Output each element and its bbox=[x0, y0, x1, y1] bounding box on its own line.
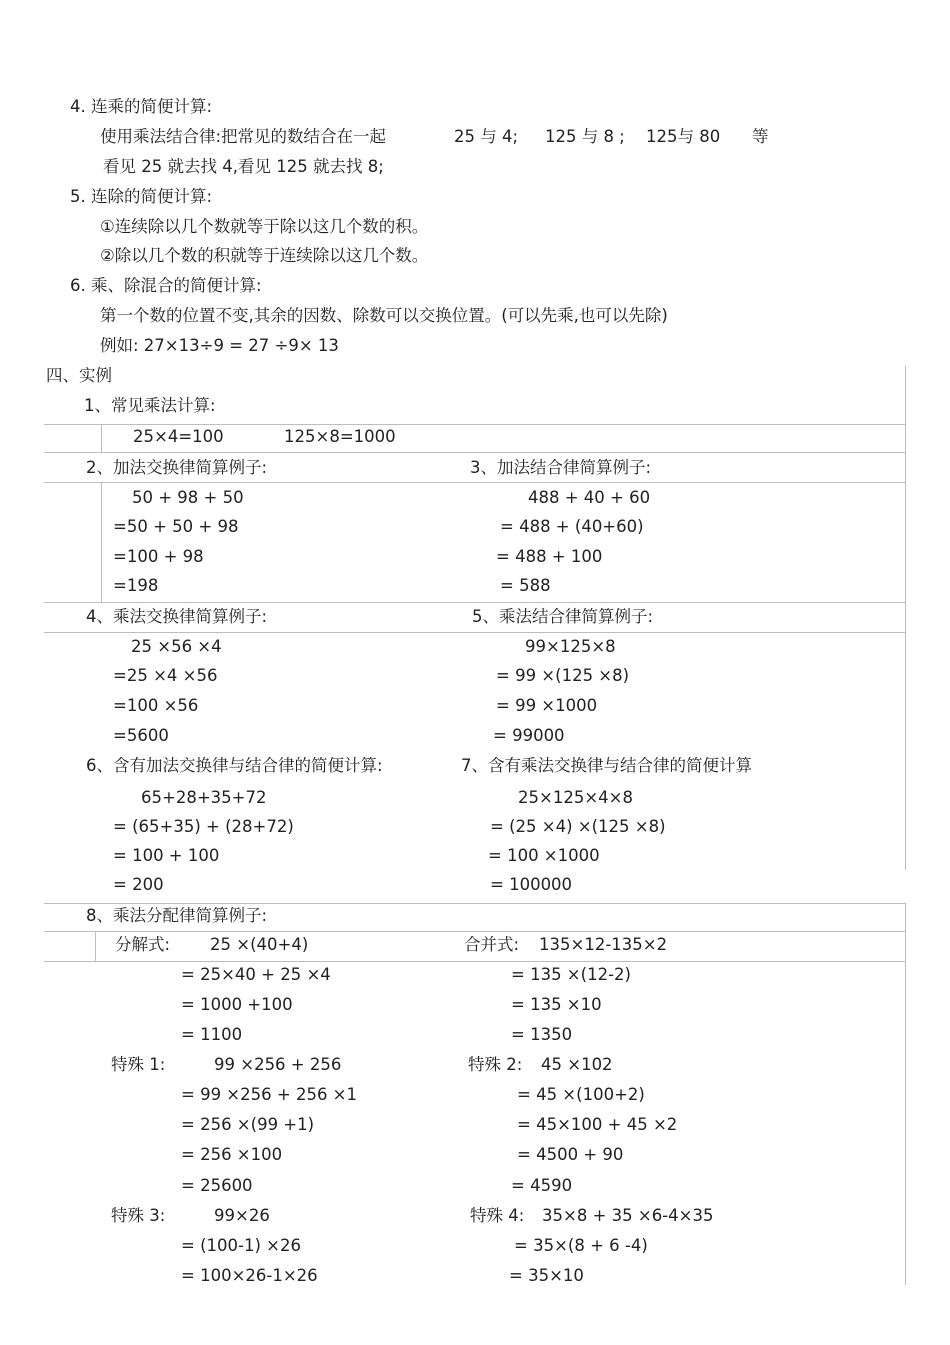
example-4-step: =100 ×56 bbox=[113, 696, 199, 715]
section-4-pair: 125与 80 bbox=[646, 127, 721, 146]
example-2-step: 50 + 98 + 50 bbox=[132, 488, 244, 507]
special-1-label: 特殊 1: bbox=[111, 1055, 166, 1074]
fenjie-expression: 25 ×(40+4) bbox=[210, 935, 309, 954]
hebing-step: = 1350 bbox=[511, 1025, 573, 1044]
fenjie-step: = 1000 +100 bbox=[181, 995, 293, 1014]
special-1-step: = 99 ×256 + 256 ×1 bbox=[181, 1085, 358, 1104]
special-2-expression: 45 ×102 bbox=[541, 1055, 613, 1074]
example-5-step: = 99 ×1000 bbox=[496, 696, 598, 715]
example-4-step: =25 ×4 ×56 bbox=[113, 666, 218, 685]
example-3-step: 488 + 40 + 60 bbox=[528, 488, 651, 507]
example-3-step: = 588 bbox=[500, 576, 551, 595]
special-2-step: = 45 ×(100+2) bbox=[517, 1085, 645, 1104]
rule-line bbox=[905, 366, 906, 870]
section-6-rule: 第一个数的位置不变,其余的因数、除数可以交换位置。(可以先乘,也可以先除) bbox=[100, 306, 668, 325]
fenjie-step: = 1100 bbox=[181, 1025, 243, 1044]
special-4-label: 特殊 4: bbox=[470, 1206, 525, 1225]
section-5-rule: ②除以几个数的积就等于连续除以这几个数。 bbox=[100, 246, 429, 265]
example-1-calc: 25×4=100 bbox=[133, 427, 224, 446]
special-3-expression: 99×26 bbox=[214, 1206, 270, 1225]
example-7-step: = 100000 bbox=[490, 875, 573, 894]
rule-line bbox=[44, 903, 905, 904]
special-4-step: = 35×(8 + 6 -4) bbox=[514, 1236, 648, 1255]
example-2-step: =198 bbox=[113, 576, 159, 595]
section-4-tip: 看见 25 就去找 4,看见 125 就去找 8; bbox=[103, 157, 384, 176]
example-8-title: 8、乘法分配律简算例子: bbox=[86, 906, 268, 925]
rule-line bbox=[44, 961, 905, 962]
example-1-title: 1、常见乘法计算: bbox=[84, 396, 216, 415]
example-3-title: 3、加法结合律简算例子: bbox=[470, 458, 652, 477]
special-1-step: = 256 ×100 bbox=[181, 1145, 283, 1164]
special-4-expression: 35×8 + 35 ×6-4×35 bbox=[542, 1206, 714, 1225]
special-2-label: 特殊 2: bbox=[468, 1055, 523, 1074]
example-3-step: = 488 + (40+60) bbox=[500, 517, 644, 536]
part-4-heading: 四、实例 bbox=[46, 366, 112, 385]
fenjie-step: = 25×40 + 25 ×4 bbox=[181, 965, 331, 984]
special-1-step: = 256 ×(99 +1) bbox=[181, 1115, 315, 1134]
special-3-step: = (100-1) ×26 bbox=[181, 1236, 301, 1255]
rule-line bbox=[101, 483, 102, 602]
example-4-title: 4、乘法交换律简算例子: bbox=[86, 607, 268, 626]
example-3-step: = 488 + 100 bbox=[496, 547, 603, 566]
hebing-label: 合并式: bbox=[464, 935, 520, 954]
section-4-etc: 等 bbox=[752, 127, 769, 146]
section-5-title: 5. 连除的简便计算: bbox=[70, 187, 213, 206]
rule-line bbox=[101, 425, 102, 452]
example-4-step: =5600 bbox=[113, 726, 169, 745]
example-2-title: 2、加法交换律简算例子: bbox=[86, 458, 268, 477]
section-4-rule: 使用乘法结合律:把常见的数结合在一起 bbox=[100, 127, 387, 146]
section-6-example: 例如: 27×13÷9 = 27 ÷9× 13 bbox=[100, 336, 339, 355]
rule-line bbox=[44, 482, 905, 483]
example-5-step: = 99 ×(125 ×8) bbox=[496, 666, 630, 685]
example-6-title: 6、含有加法交换律与结合律的简便计算: bbox=[86, 756, 383, 775]
hebing-step: = 135 ×(12-2) bbox=[511, 965, 631, 984]
example-5-title: 5、乘法结合律简算例子: bbox=[472, 607, 654, 626]
rule-line bbox=[905, 903, 906, 1285]
section-4-pair: 25 与 4; bbox=[454, 127, 519, 146]
example-4-step: 25 ×56 ×4 bbox=[131, 637, 222, 656]
example-7-title: 7、含有乘法交换律与结合律的简便计算 bbox=[461, 756, 752, 775]
special-2-step: = 4590 bbox=[511, 1176, 573, 1195]
hebing-expression: 135×12-135×2 bbox=[539, 935, 668, 954]
special-1-step: = 25600 bbox=[181, 1176, 253, 1195]
rule-line bbox=[44, 424, 905, 425]
example-7-step: = 100 ×1000 bbox=[488, 846, 600, 865]
example-6-step: = 200 bbox=[113, 875, 164, 894]
rule-line bbox=[44, 931, 905, 932]
example-6-step: 65+28+35+72 bbox=[141, 788, 267, 807]
example-5-step: 99×125×8 bbox=[525, 637, 616, 656]
special-2-step: = 45×100 + 45 ×2 bbox=[517, 1115, 678, 1134]
section-6-title: 6. 乘、除混合的简便计算: bbox=[70, 276, 262, 295]
rule-line bbox=[44, 452, 905, 453]
example-6-step: = 100 + 100 bbox=[113, 846, 220, 865]
example-5-step: = 99000 bbox=[493, 726, 565, 745]
example-7-step: 25×125×4×8 bbox=[518, 788, 633, 807]
special-3-label: 特殊 3: bbox=[111, 1206, 166, 1225]
section-5-rule: ①连续除以几个数就等于除以这几个数的积。 bbox=[100, 217, 429, 236]
hebing-step: = 135 ×10 bbox=[511, 995, 602, 1014]
example-1-calc: 125×8=1000 bbox=[284, 427, 396, 446]
rule-line bbox=[44, 602, 905, 603]
special-3-step: = 100×26-1×26 bbox=[181, 1266, 318, 1285]
section-4-pair: 125 与 8 ; bbox=[545, 127, 625, 146]
example-7-step: = (25 ×4) ×(125 ×8) bbox=[490, 817, 666, 836]
example-6-step: = (65+35) + (28+72) bbox=[113, 817, 294, 836]
example-2-step: =50 + 50 + 98 bbox=[113, 517, 239, 536]
special-2-step: = 4500 + 90 bbox=[517, 1145, 624, 1164]
rule-line bbox=[44, 632, 905, 633]
example-2-step: =100 + 98 bbox=[113, 547, 204, 566]
rule-line bbox=[95, 932, 96, 961]
fenjie-label: 分解式: bbox=[115, 935, 171, 954]
special-4-step: = 35×10 bbox=[509, 1266, 584, 1285]
section-4-title: 4. 连乘的简便计算: bbox=[70, 97, 213, 116]
special-1-expression: 99 ×256 + 256 bbox=[214, 1055, 342, 1074]
